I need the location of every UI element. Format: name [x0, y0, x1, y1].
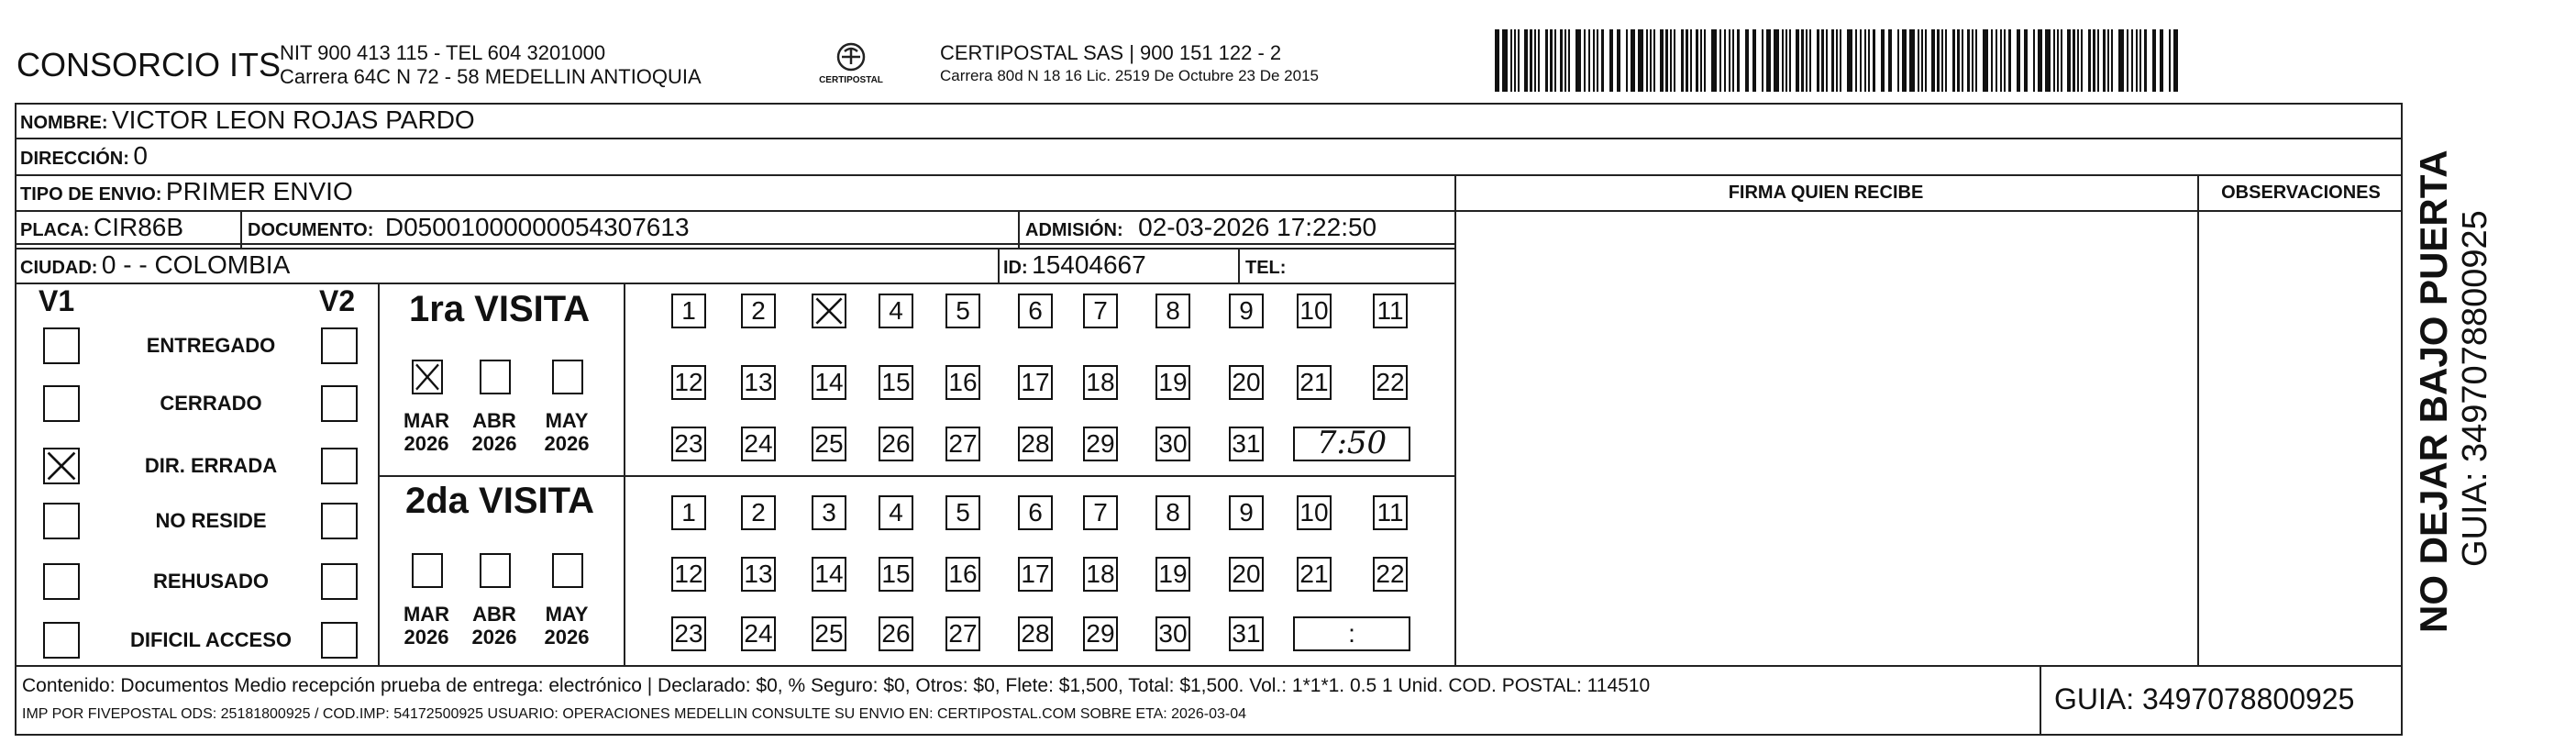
barcode	[1495, 29, 2178, 92]
visit-2-day-9[interactable]: 9	[1229, 495, 1264, 530]
visit-1-day-11[interactable]: 11	[1373, 294, 1408, 328]
visit-1-day-21[interactable]: 21	[1297, 365, 1332, 400]
visit-1-day-1[interactable]: 1	[671, 294, 706, 328]
v1-checkbox-4[interactable]	[43, 503, 80, 539]
visit-1-day-18[interactable]: 18	[1083, 365, 1118, 400]
month-year: 2026	[404, 432, 449, 455]
admision-field	[1025, 213, 1376, 242]
visit-1-day-23[interactable]: 23	[671, 427, 706, 461]
visit-2-day-1[interactable]: 1	[671, 495, 706, 530]
side-guia: GUIA: 3497078800925	[2456, 210, 2494, 567]
visit-1-month-checkbox-may[interactable]	[552, 360, 583, 394]
visit-1-day-3[interactable]	[812, 294, 846, 328]
visit-2-title: 2da VISITA	[405, 481, 594, 521]
visit-2-day-11[interactable]: 11	[1373, 495, 1408, 530]
documento-field	[248, 213, 690, 242]
v1-label: V1	[39, 284, 75, 317]
visit-2-day-28[interactable]: 28	[1018, 616, 1053, 651]
side-warning: NO DEJAR BAJO PUERTA	[2412, 150, 2455, 633]
nombre-value: VICTOR LEON ROJAS PARDO	[112, 105, 475, 134]
month-year: 2026	[471, 626, 517, 649]
visit-2-month-checkbox-mar[interactable]	[412, 553, 443, 588]
visit-1-day-20[interactable]: 20	[1229, 365, 1264, 400]
visit-2-day-30[interactable]: 30	[1155, 616, 1190, 651]
month-name: ABR	[472, 603, 516, 626]
id-value: 15404667	[1032, 250, 1146, 279]
visit-1-day-15[interactable]: 15	[879, 365, 913, 400]
visit-1-day-25[interactable]: 25	[812, 427, 846, 461]
status-option-label: ENTREGADO	[146, 334, 276, 357]
documento-label: DOCUMENTO:	[248, 220, 374, 240]
visit-1-day-7[interactable]: 7	[1083, 294, 1118, 328]
visit-1-month-label	[397, 409, 456, 455]
visit-1-day-16[interactable]: 16	[945, 365, 980, 400]
visit-1-day-4[interactable]: 4	[879, 294, 913, 328]
visit-1-day-24[interactable]: 24	[741, 427, 776, 461]
visit-1-day-22[interactable]: 22	[1373, 365, 1408, 400]
visit-1-title: 1ra VISITA	[409, 289, 591, 329]
visit-1-day-13[interactable]: 13	[741, 365, 776, 400]
visit-2-day-24[interactable]: 24	[741, 616, 776, 651]
visit-1-day-31[interactable]: 31	[1229, 427, 1264, 461]
tipo-envio-label: TIPO DE ENVIO:	[20, 184, 162, 205]
v2-checkbox-3[interactable]	[321, 448, 358, 484]
month-year: 2026	[471, 432, 517, 455]
observaciones-label: OBSERVACIONES	[2221, 183, 2381, 203]
placa-field	[20, 213, 183, 242]
status-option-label: CERRADO	[160, 392, 262, 415]
visit-1-day-17[interactable]: 17	[1018, 365, 1053, 400]
v1-checkbox-1[interactable]	[43, 327, 80, 364]
visit-1-month-checkbox-abr[interactable]	[480, 360, 511, 394]
month-year: 2026	[544, 432, 590, 455]
visit-2-month-label	[537, 603, 596, 649]
placa-label: PLACA:	[20, 220, 90, 240]
visit-2-day-7[interactable]: 7	[1083, 495, 1118, 530]
status-option-label: REHUSADO	[153, 570, 269, 593]
visit-2-day-15[interactable]: 15	[879, 557, 913, 592]
visit-2-day-4[interactable]: 4	[879, 495, 913, 530]
visit-1-day-9[interactable]: 9	[1229, 294, 1264, 328]
footer-content-line: Contenido: Documentos Medio recepción prueba de entrega: electrónico | Declarado: $0, % Seguro: $0, Otros: $0, Flete: $1,500, Total: $1,500. Vol.: 1*1*1. 0.5 1 Unid. COD. POSTAL: 114510	[22, 675, 1651, 696]
v2-checkbox-2[interactable]	[321, 385, 358, 422]
visit-2-month-checkbox-may[interactable]	[552, 553, 583, 588]
visit-2-day-5[interactable]: 5	[945, 495, 980, 530]
ciudad-field	[20, 250, 290, 280]
visit-1-day-19[interactable]: 19	[1155, 365, 1190, 400]
visit-2-day-22[interactable]: 22	[1373, 557, 1408, 592]
firma-label: FIRMA QUIEN RECIBE	[1728, 183, 1924, 203]
visit-1-day-28[interactable]: 28	[1018, 427, 1053, 461]
direccion-row	[20, 141, 148, 171]
visit-1-month-label	[465, 409, 524, 455]
visit-2-day-20[interactable]: 20	[1229, 557, 1264, 592]
visit-1-day-27[interactable]: 27	[945, 427, 980, 461]
visit-1-day-26[interactable]: 26	[879, 427, 913, 461]
visit-2-day-23[interactable]: 23	[671, 616, 706, 651]
tel-label: TEL:	[1245, 258, 1287, 278]
id-label: ID:	[1003, 258, 1028, 278]
visit-2-day-21[interactable]: 21	[1297, 557, 1332, 592]
company-info-line1: NIT 900 413 115 - TEL 604 3201000	[280, 41, 606, 64]
v1-checkbox-3[interactable]	[43, 448, 80, 484]
visit-2-day-6[interactable]: 6	[1018, 495, 1053, 530]
visit-2-day-3[interactable]: 3	[812, 495, 846, 530]
visit-2-day-13[interactable]: 13	[741, 557, 776, 592]
v2-checkbox-1[interactable]	[321, 327, 358, 364]
id-field	[1003, 250, 1146, 280]
status-option-label: DIR. ERRADA	[144, 454, 278, 477]
visit-1-month-label	[537, 409, 596, 455]
visit-2-day-12[interactable]: 12	[671, 557, 706, 592]
v1-checkbox-5[interactable]	[43, 563, 80, 600]
visit-1-month-checkbox-mar[interactable]	[412, 360, 443, 394]
visit-1-day-12[interactable]: 12	[671, 365, 706, 400]
visit-1-day-14[interactable]: 14	[812, 365, 846, 400]
ciudad-value: 0 - - COLOMBIA	[101, 250, 291, 279]
v1-checkbox-2[interactable]	[43, 385, 80, 422]
tipo-envio-row	[20, 177, 353, 206]
v2-checkbox-4[interactable]	[321, 503, 358, 539]
month-name: MAY	[545, 603, 589, 626]
month-year: 2026	[544, 626, 590, 649]
logo-text: CERTIPOSTAL	[819, 75, 883, 85]
month-name: ABR	[472, 409, 516, 432]
direccion-label: DIRECCIÓN:	[20, 149, 129, 169]
visit-2-day-16[interactable]: 16	[945, 557, 980, 592]
placa-value: CIR86B	[94, 213, 184, 241]
admision-value: 02-03-2026 17:22:50	[1138, 213, 1377, 241]
v2-checkbox-6[interactable]	[321, 622, 358, 659]
tipo-envio-value: PRIMER ENVIO	[165, 177, 353, 205]
tel-field	[1245, 250, 1286, 280]
v1-checkbox-6[interactable]	[43, 622, 80, 659]
visit-2-day-19[interactable]: 19	[1155, 557, 1190, 592]
visit-1-day-6[interactable]: 6	[1018, 294, 1053, 328]
company-name: CONSORCIO ITS	[17, 46, 282, 83]
visit-2-day-8[interactable]: 8	[1155, 495, 1190, 530]
carrier-info-line2: Carrera 80d N 18 16 Lic. 2519 De Octubre 23 De 2015	[940, 67, 1319, 84]
ciudad-label: CIUDAD:	[20, 258, 98, 278]
nombre-row	[20, 105, 475, 135]
visit-2-day-17[interactable]: 17	[1018, 557, 1053, 592]
visit-2-month-label	[465, 603, 524, 649]
v2-label: V2	[319, 284, 356, 317]
visit-2-day-29[interactable]: 29	[1083, 616, 1118, 651]
visit-1-day-29[interactable]: 29	[1083, 427, 1118, 461]
documento-value: D05001000000054307613	[384, 213, 690, 241]
status-option-label: NO RESIDE	[155, 509, 267, 532]
status-option-label: DIFICIL ACCESO	[129, 628, 292, 651]
month-name: MAY	[545, 409, 589, 432]
visit-1-day-8[interactable]: 8	[1155, 294, 1190, 328]
footer-guia: GUIA: 3497078800925	[2054, 682, 2355, 715]
visit-1-day-30[interactable]: 30	[1155, 427, 1190, 461]
visit-2-day-25[interactable]: 25	[812, 616, 846, 651]
visit-2-day-2[interactable]: 2	[741, 495, 776, 530]
visit-2-time-field[interactable]: :	[1293, 616, 1410, 651]
nombre-label: NOMBRE:	[20, 113, 108, 133]
month-name: MAR	[403, 409, 450, 432]
visit-1-day-2[interactable]: 2	[741, 294, 776, 328]
visit-2-day-26[interactable]: 26	[879, 616, 913, 651]
carrier-info-line1: CERTIPOSTAL SAS | 900 151 122 - 2	[940, 41, 1282, 64]
month-name: MAR	[403, 603, 450, 626]
visit-2-day-18[interactable]: 18	[1083, 557, 1118, 592]
admision-label: ADMISIÓN:	[1025, 220, 1123, 240]
visit-2-day-14[interactable]: 14	[812, 557, 846, 592]
visit-1-time-field[interactable]: 7:50	[1293, 427, 1410, 461]
certipostal-logo	[814, 39, 888, 90]
visit-1-day-5[interactable]: 5	[945, 294, 980, 328]
month-year: 2026	[404, 626, 449, 649]
visit-2-month-checkbox-abr[interactable]	[480, 553, 511, 588]
v2-checkbox-5[interactable]	[321, 563, 358, 600]
visit-2-day-31[interactable]: 31	[1229, 616, 1264, 651]
company-info-line2: Carrera 64C N 72 - 58 MEDELLIN ANTIOQUIA	[280, 65, 702, 88]
direccion-value: 0	[133, 141, 148, 170]
visit-2-month-label	[397, 603, 456, 649]
visit-2-day-27[interactable]: 27	[945, 616, 980, 651]
visit-2-day-10[interactable]: 10	[1297, 495, 1332, 530]
visit-1-day-10[interactable]: 10	[1297, 294, 1332, 328]
footer-print-line: IMP POR FIVEPOSTAL ODS: 25181800925 / COD.IMP: 54172500925 USUARIO: OPERACIONES MEDELLIN CONSULTE SU ENVIO EN: CERTIPOSTAL.COM SOBRE ETA: 2026-03-04	[22, 706, 1246, 722]
